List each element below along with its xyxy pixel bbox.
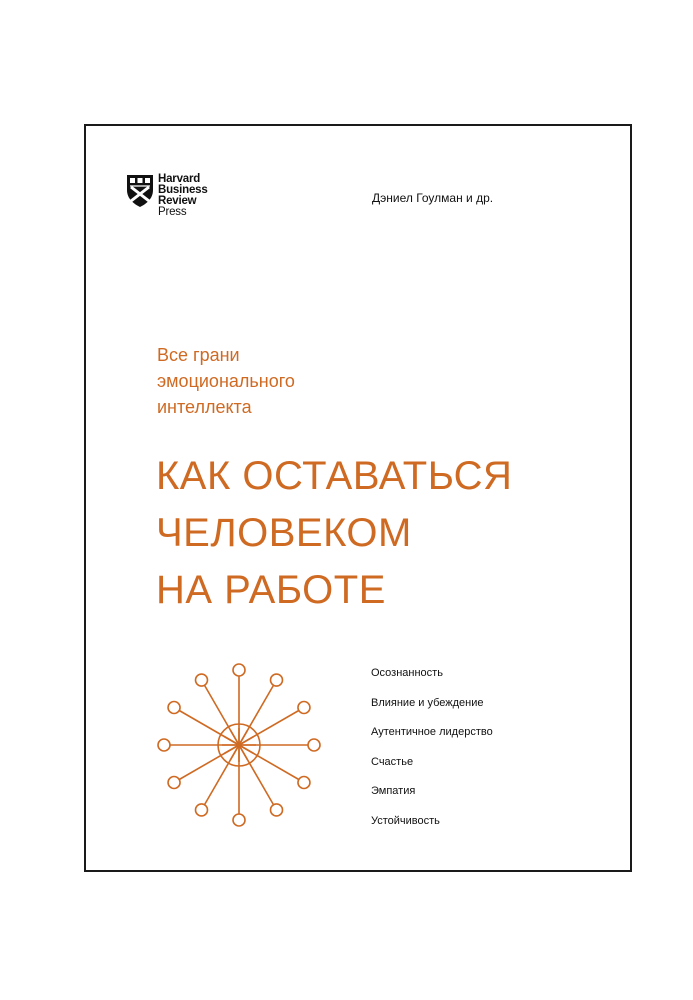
emblem-spoke <box>205 685 248 759</box>
subtitle-line-1: Все грани <box>157 345 240 365</box>
harvard-shield-icon <box>126 174 154 208</box>
subtitle-line-2: эмоционального <box>157 371 295 391</box>
emblem-node <box>298 702 310 714</box>
title-line-2: ЧЕЛОВЕКОМ <box>156 511 412 555</box>
topic-item: Эмпатия <box>371 785 416 798</box>
emblem-node <box>196 674 208 686</box>
topic-item: Осознанность <box>371 667 443 679</box>
emblem-node <box>168 702 180 714</box>
topic-item: Аутентичное лидерство <box>371 726 493 739</box>
publisher-line-3: Review <box>158 195 197 207</box>
emblem-node <box>158 739 170 751</box>
emblem-node <box>308 739 320 751</box>
publisher-line-1: Harvard <box>158 173 201 185</box>
book-title <box>156 448 512 619</box>
author-name: Дэниел Гоулман и др. <box>372 191 494 205</box>
publisher-line-4: Press <box>158 206 187 218</box>
topic-item: Счастье <box>371 755 414 768</box>
emblem-spoke <box>179 737 253 780</box>
subtitle-line-3: интеллекта <box>157 397 252 417</box>
emblem-spoke <box>205 730 248 804</box>
title-line-3: НА РАБОТЕ <box>156 568 386 612</box>
emblem-node <box>196 804 208 816</box>
emblem-node <box>271 674 283 686</box>
emblem-node <box>168 777 180 789</box>
title-line-1: КАК ОСТАВАТЬСЯ <box>156 454 513 498</box>
book-subtitle <box>157 342 295 420</box>
topics-list <box>371 666 493 844</box>
emblem-node <box>233 664 245 676</box>
topic-item: Устойчивость <box>371 814 440 827</box>
publisher-line-2: Business <box>158 184 208 196</box>
publisher-logo <box>126 174 208 218</box>
emblem-node <box>233 814 245 826</box>
emblem-spoke <box>179 711 253 754</box>
emblem-node <box>271 804 283 816</box>
book-cover <box>84 124 632 872</box>
emblem-node <box>298 777 310 789</box>
topic-item: Влияние и убеждение <box>371 696 484 709</box>
radial-network-icon <box>156 662 322 828</box>
